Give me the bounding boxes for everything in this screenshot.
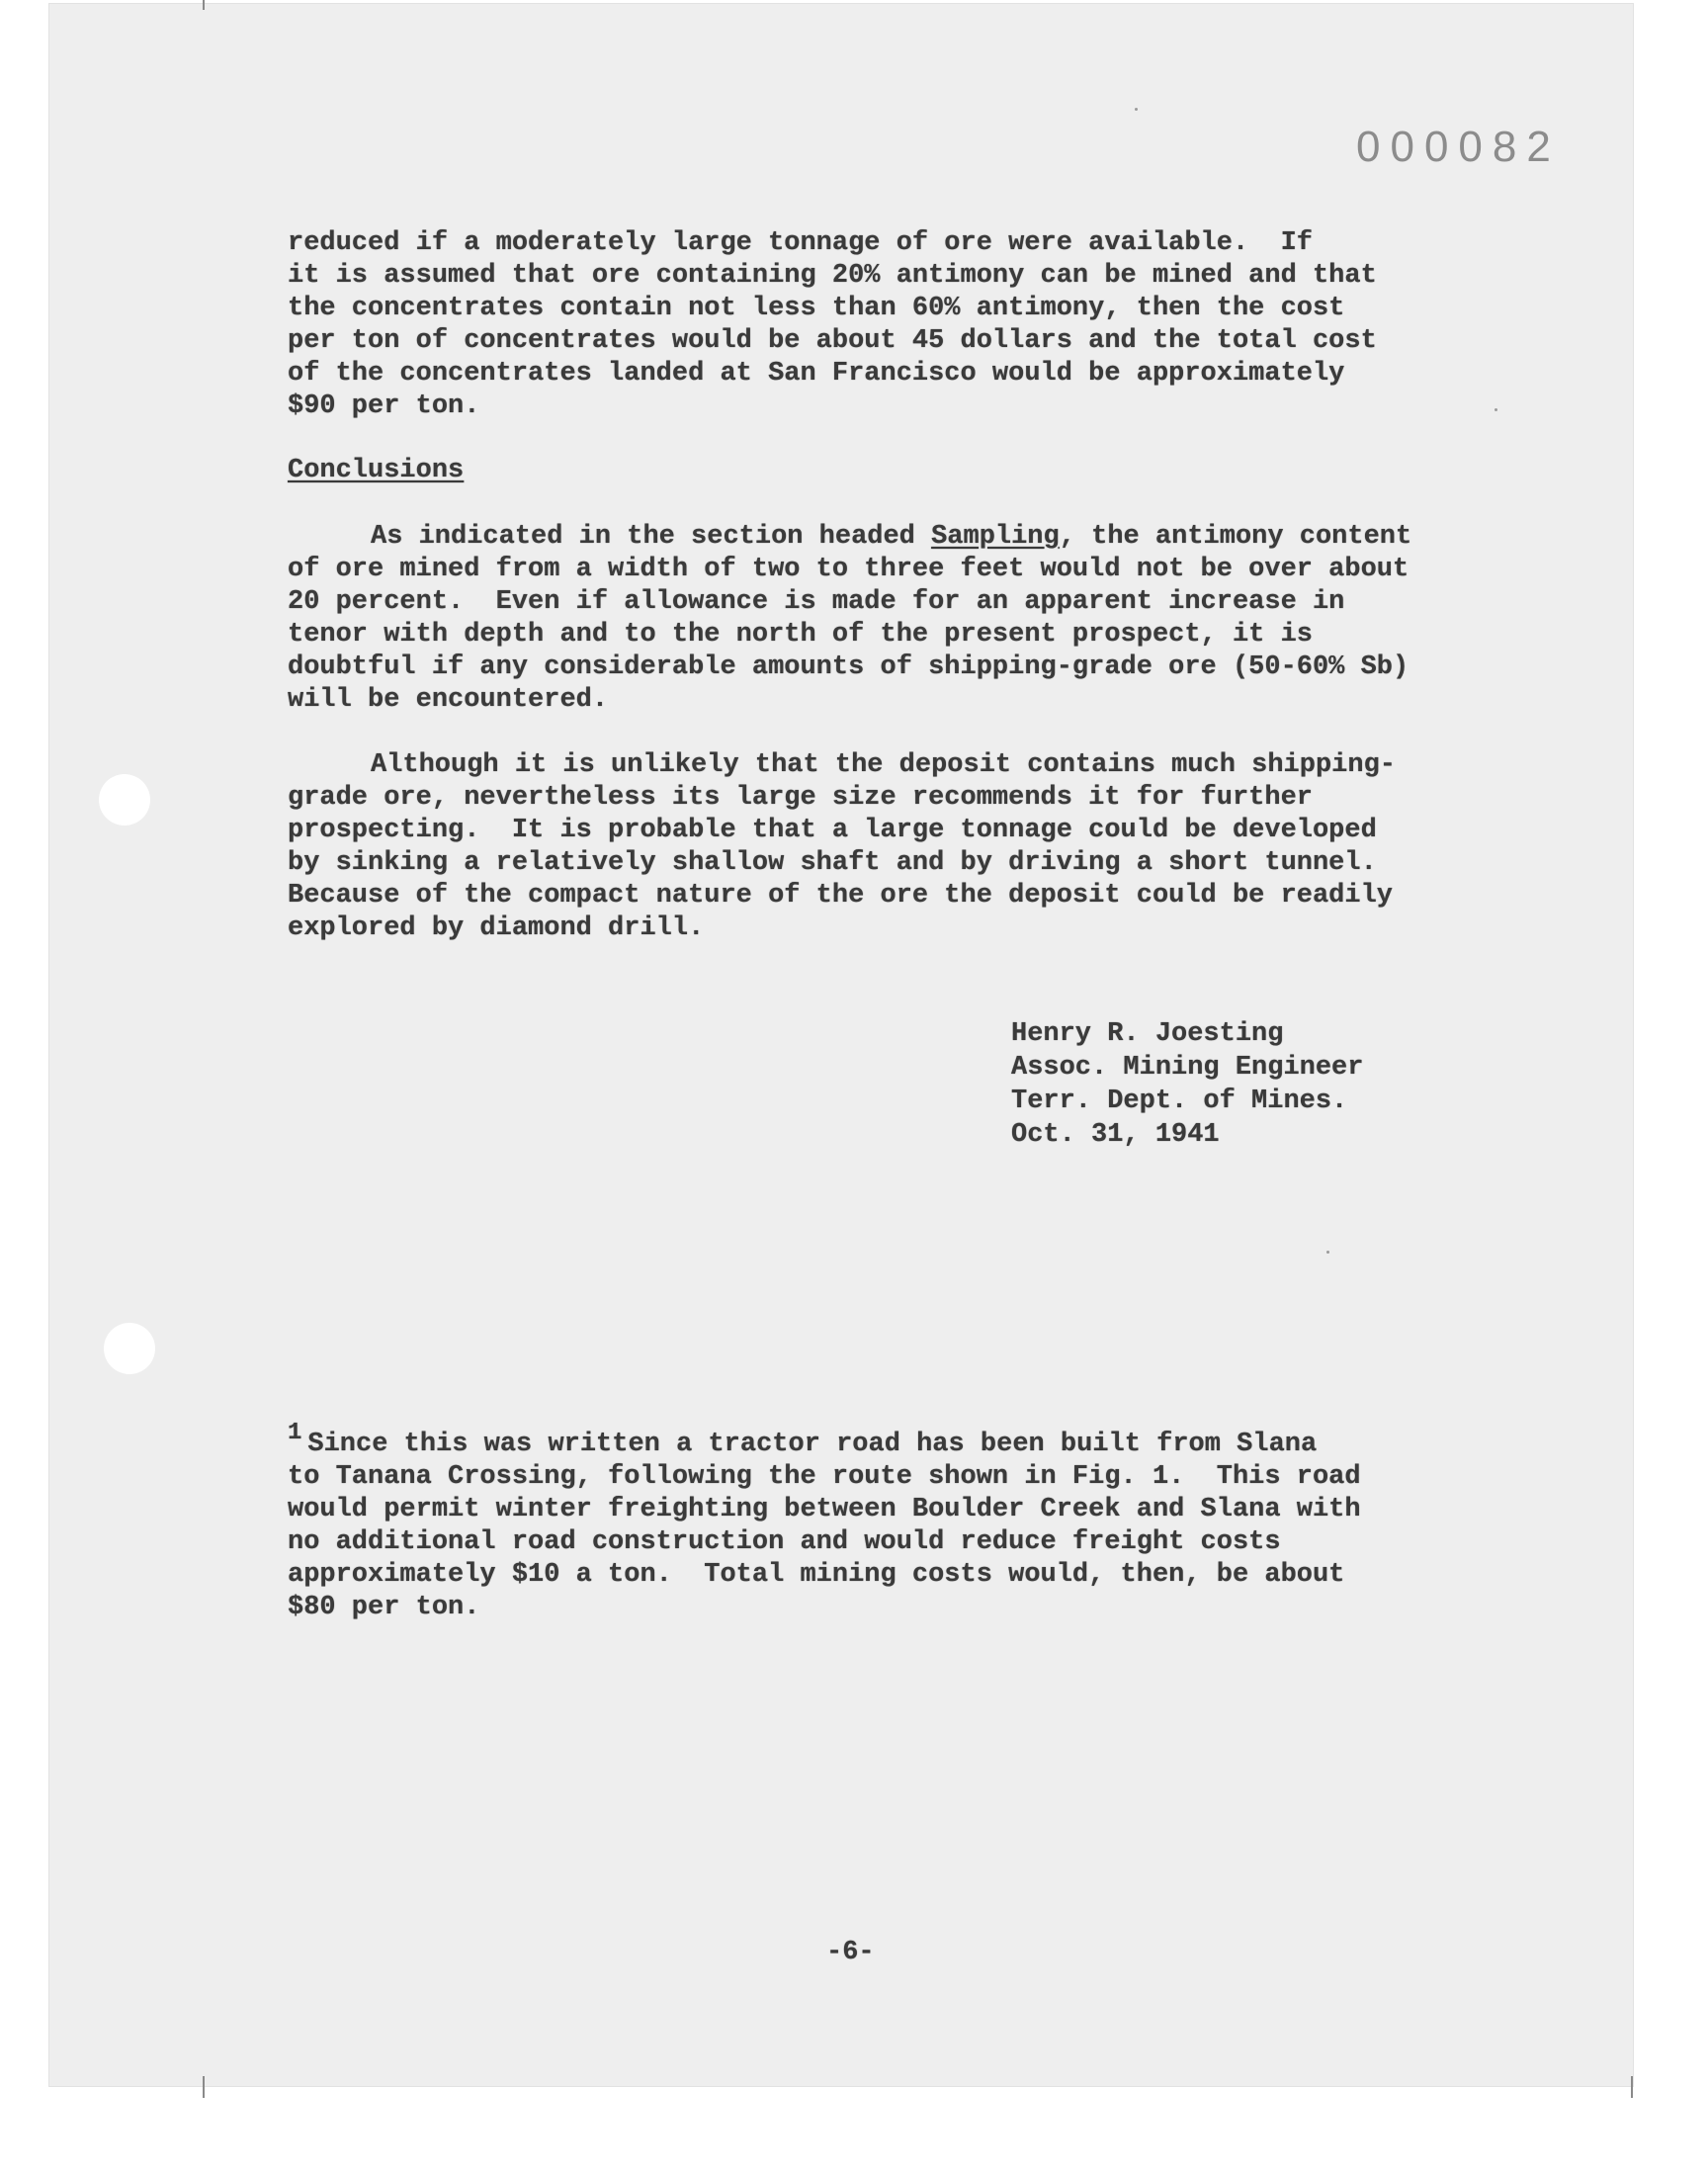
- text-line: doubtful if any considerable amounts of shipping-grade ore (50-60% Sb): [288, 652, 1409, 682]
- text-line: would permit winter freighting between Boulder Creek and Slana with: [288, 1495, 1361, 1524]
- text-line: 20 percent. Even if allowance is made for an apparent increase in: [288, 587, 1345, 617]
- text-segment: , the antimony content: [1059, 522, 1412, 552]
- text-line: of ore mined from a width of two to three feet would not be over about: [288, 555, 1409, 584]
- text-line: reduced if a moderately large tonnage of ore were available. If: [288, 228, 1313, 258]
- section-reference: Sampling: [931, 522, 1060, 552]
- speck: [1494, 408, 1497, 411]
- conclusions-paragraph-1: [288, 521, 1474, 717]
- text-line: no additional road construction and would reduce freight costs: [288, 1527, 1281, 1557]
- speck: [1326, 1251, 1329, 1254]
- text-line: Because of the compact nature of the ore the deposit could be readily: [288, 881, 1393, 911]
- text-line: explored by diamond drill.: [288, 914, 705, 943]
- conclusions-paragraph-2: [288, 749, 1474, 945]
- page-number: -6-: [826, 1938, 875, 1967]
- text-segment: Since this was written a tractor road has been built from Slana: [307, 1430, 1318, 1459]
- text-line: per ton of concentrates would be about 45 dollars and the total cost: [288, 326, 1377, 356]
- text-line: $90 per ton.: [288, 392, 480, 421]
- text-line: tenor with depth and to the north of the present prospect, it is: [288, 620, 1313, 650]
- punch-hole-lower: [104, 1323, 155, 1374]
- punch-hole-upper: [99, 774, 150, 826]
- text-line: prospecting. It is probable that a large tonnage could be developed: [288, 816, 1377, 845]
- footnote-marker: 1: [288, 1420, 302, 1446]
- crop-mark-top: [203, 0, 205, 10]
- speck: [1135, 108, 1138, 111]
- document-stamp-number: 000082: [1356, 123, 1561, 171]
- text-line: by sinking a relatively shallow shaft and by driving a short tunnel.: [288, 848, 1377, 878]
- text-line: the concentrates contain not less than 60% antimony, then the cost: [288, 294, 1345, 323]
- text-line: approximately $10 a ton. Total mining costs would, then, be about: [288, 1560, 1345, 1590]
- text-line: grade ore, nevertheless its large size recommends it for further: [288, 783, 1313, 813]
- footnote: [288, 1420, 1434, 1624]
- text-line: $80 per ton.: [288, 1593, 480, 1622]
- section-heading: Conclusions: [288, 456, 465, 485]
- text-line: Although it is unlikely that the deposit contains much shipping-: [371, 750, 1396, 780]
- author-title: Assoc. Mining Engineer: [1011, 1053, 1364, 1083]
- signature-date: Oct. 31, 1941: [1011, 1120, 1220, 1150]
- text-line: it is assumed that ore containing 20% antimony can be mined and that: [288, 261, 1377, 291]
- text-line: [288, 1420, 1434, 1461]
- text-segment: As indicated in the section headed: [371, 522, 932, 552]
- crop-mark-bottom-right: [1631, 2076, 1633, 2098]
- signature-block: [1011, 1017, 1363, 1152]
- text-line: [288, 521, 1474, 554]
- author-name: Henry R. Joesting: [1011, 1019, 1284, 1049]
- text-line: will be encountered.: [288, 685, 609, 715]
- text-line: of the concentrates landed at San Francisco would be approximately: [288, 359, 1345, 389]
- text-line: to Tanana Crossing, following the route shown in Fig. 1. This road: [288, 1462, 1361, 1492]
- author-department: Terr. Dept. of Mines.: [1011, 1087, 1348, 1116]
- intro-paragraph: [288, 227, 1474, 423]
- crop-mark-bottom: [203, 2076, 205, 2098]
